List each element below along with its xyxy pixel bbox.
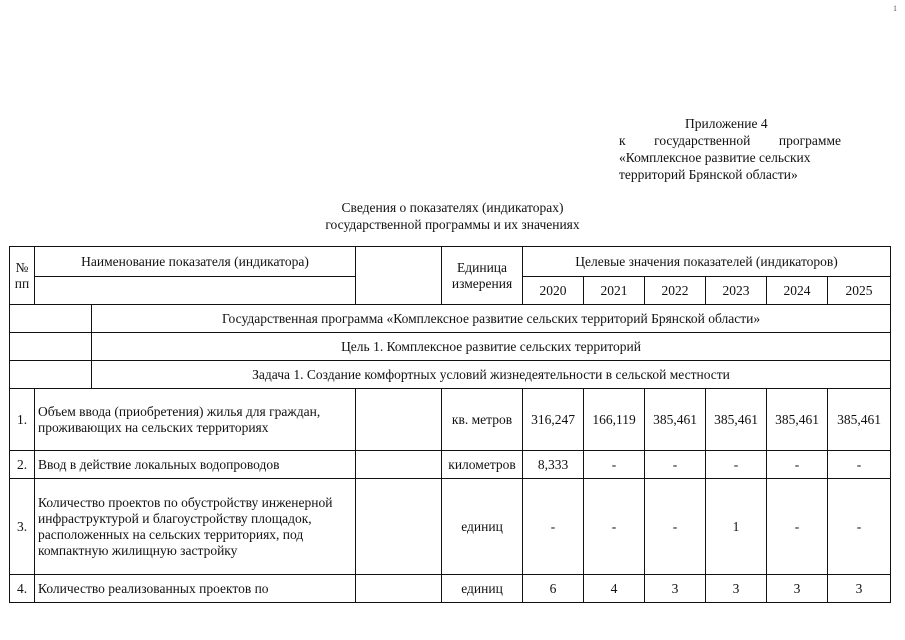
unit-cell: единиц — [442, 575, 523, 603]
appendix-line-4: территорий Брянской области» — [619, 167, 798, 182]
indicator-name: Количество реализованных проектов по — [35, 575, 356, 603]
empty-cell — [356, 389, 442, 451]
value-cell: 4 — [584, 575, 645, 603]
value-cell: 385,461 — [645, 389, 706, 451]
year-header: 2020 — [523, 277, 584, 305]
table-row — [10, 389, 891, 451]
value-cell: 3 — [828, 575, 891, 603]
task-title: Задача 1. Создание комфортных условий жизнедеятельности в сельской местности — [92, 361, 891, 389]
goal-left-cell — [10, 333, 92, 361]
appendix-word: государственной — [654, 133, 751, 148]
goal-row — [10, 333, 891, 361]
value-cell: 3 — [645, 575, 706, 603]
row-number: 2. — [10, 451, 35, 479]
value-cell: - — [828, 451, 891, 479]
appendix-word: к — [619, 133, 626, 148]
indicator-name: Объем ввода (приобретения) жилья для граждан, проживающих на сельских территориях — [35, 389, 356, 451]
table-row — [10, 479, 891, 575]
value-cell: 385,461 — [828, 389, 891, 451]
value-cell: - — [584, 479, 645, 575]
value-cell: 316,247 — [523, 389, 584, 451]
row-number: 3. — [10, 479, 35, 575]
appendix-line-2 — [619, 132, 841, 149]
appendix-title: Приложение 4 — [685, 116, 768, 131]
value-cell: 8,333 — [523, 451, 584, 479]
value-cell: - — [645, 479, 706, 575]
appendix-word: программе — [778, 133, 841, 148]
program-title: Государственная программа «Комплексное развитие сельских территорий Брянской области» — [92, 305, 891, 333]
program-left-cell — [10, 305, 92, 333]
indicators-table — [9, 246, 891, 603]
header-name: Наименование показателя (индикатора) — [35, 247, 356, 277]
table-header-row — [10, 247, 891, 277]
appendix-note — [619, 115, 841, 183]
table-row — [10, 451, 891, 479]
task-row — [10, 361, 891, 389]
row-number: 4. — [10, 575, 35, 603]
year-header: 2023 — [706, 277, 767, 305]
value-cell: - — [645, 451, 706, 479]
empty-cell — [356, 575, 442, 603]
value-cell: - — [523, 479, 584, 575]
heading-line-2: государственной программы и их значениях — [325, 217, 580, 232]
value-cell: 385,461 — [706, 389, 767, 451]
value-cell: - — [767, 451, 828, 479]
value-cell: - — [767, 479, 828, 575]
empty-cell — [356, 479, 442, 575]
header-number: № пп — [10, 247, 35, 305]
header-empty-cell — [356, 247, 442, 305]
header-unit: Единица измерения — [442, 247, 523, 305]
header-name-lower — [35, 277, 356, 305]
year-header: 2021 — [584, 277, 645, 305]
task-left-cell — [10, 361, 92, 389]
value-cell: - — [706, 451, 767, 479]
program-row — [10, 305, 891, 333]
unit-cell: километров — [442, 451, 523, 479]
indicator-name: Количество проектов по обустройству инженерной инфраструктурой и благоустройству площадок, расположенных на сельских территориях, под компактную жилищную застройку — [35, 479, 356, 575]
year-header: 2022 — [645, 277, 706, 305]
value-cell: 6 — [523, 575, 584, 603]
heading-line-1: Сведения о показателях (индикаторах) — [341, 200, 564, 215]
value-cell: 3 — [706, 575, 767, 603]
value-cell: 166,119 — [584, 389, 645, 451]
year-header: 2025 — [828, 277, 891, 305]
goal-title: Цель 1. Комплексное развитие сельских территорий — [92, 333, 891, 361]
value-cell: 3 — [767, 575, 828, 603]
empty-cell — [356, 451, 442, 479]
appendix-line-3: «Комплексное развитие сельских — [619, 150, 811, 165]
unit-cell: единиц — [442, 479, 523, 575]
row-number: 1. — [10, 389, 35, 451]
year-header: 2024 — [767, 277, 828, 305]
indicator-name: Ввод в действие локальных водопроводов — [35, 451, 356, 479]
header-targets: Целевые значения показателей (индикаторов) — [523, 247, 891, 277]
table-row — [10, 575, 891, 603]
value-cell: - — [828, 479, 891, 575]
value-cell: - — [584, 451, 645, 479]
value-cell: 1 — [706, 479, 767, 575]
document-heading — [0, 199, 905, 233]
corner-mark: 1 — [893, 4, 897, 13]
unit-cell: кв. метров — [442, 389, 523, 451]
value-cell: 385,461 — [767, 389, 828, 451]
